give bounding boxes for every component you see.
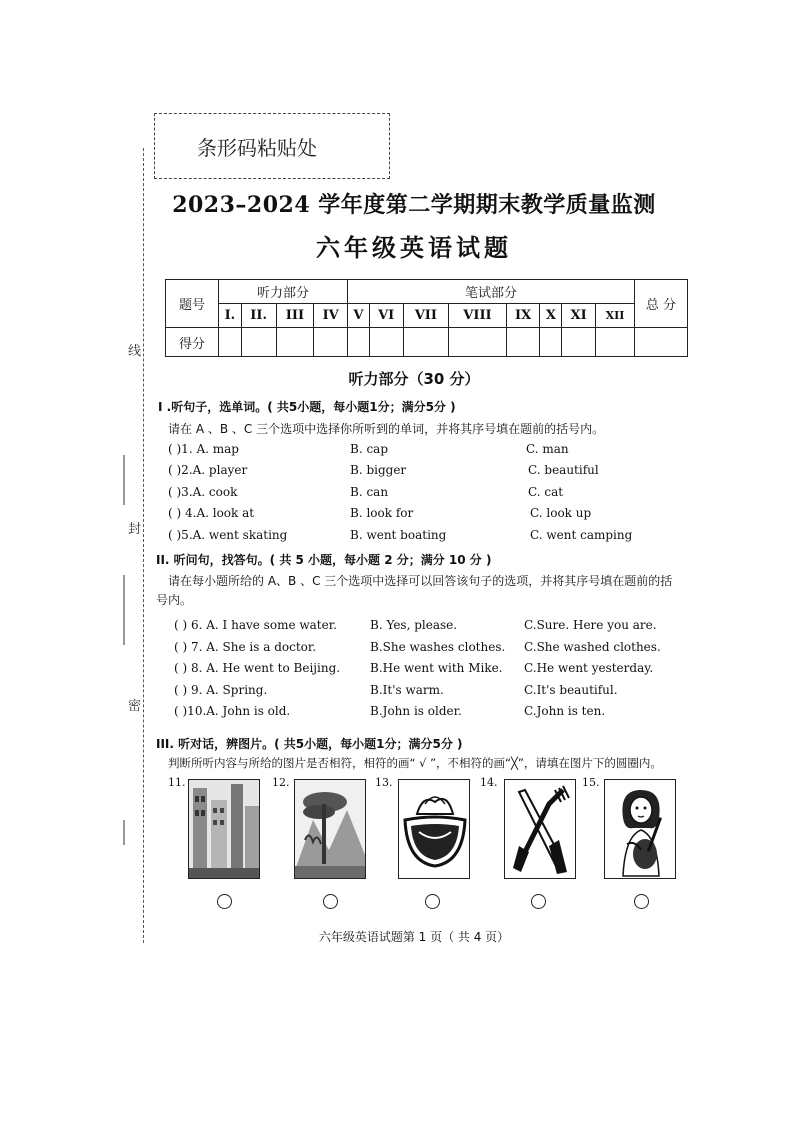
score-cell[interactable]: [403, 328, 449, 357]
question-option-c: C.John is ten.: [524, 704, 606, 718]
row-label-question-number: 题号: [166, 280, 219, 328]
question-option-a: ( ) 8. A. He went to Beijing.: [174, 661, 341, 675]
score-cell[interactable]: [314, 328, 348, 357]
picture-14: [504, 779, 576, 879]
question-option-b: B. Yes, please.: [370, 618, 458, 632]
total-score-header: 总 分: [635, 280, 688, 328]
question-option-a: ( ) 4.A. look at: [168, 506, 255, 520]
barcode-area: [154, 113, 390, 179]
picture-13: [398, 779, 470, 879]
page-footer: 六年级英语试题第 1 页（ 共 4 页）: [318, 930, 510, 944]
picture-15: [604, 779, 676, 879]
col-header: I.: [219, 304, 242, 328]
picture-number: 14.: [480, 776, 498, 789]
exam-title: 2023–2024 学年度第二学期期末教学质量监测: [172, 192, 656, 218]
question-row: [168, 442, 768, 460]
part1-heading: I .听句子，选单词。( 共5小题，每小题1分；满分5分 ): [158, 400, 456, 414]
question-row: [174, 640, 774, 658]
question-option-a: ( ) 7. A. She is a doctor.: [174, 640, 317, 654]
question-option-b: B. look for: [350, 506, 414, 520]
question-option-b: B. can: [350, 485, 389, 499]
question-option-a: ( ) 6. A. I have some water.: [174, 618, 337, 632]
question-row: [174, 704, 774, 722]
score-cell[interactable]: [219, 328, 242, 357]
picture-number: 15.: [582, 776, 600, 789]
binding-char-secret: 密: [128, 699, 142, 714]
question-option-b: B.He went with Mike.: [370, 661, 503, 675]
question-option-b: B.It's warm.: [370, 683, 444, 697]
question-option-c: C.He went yesterday.: [524, 661, 654, 675]
margin-mark: [123, 455, 125, 505]
question-option-a: ( ) 9. A. Spring.: [174, 683, 268, 697]
picture-number: 12.: [272, 776, 290, 789]
col-header: X: [540, 304, 562, 328]
answer-circle-12[interactable]: [323, 894, 338, 909]
score-cell[interactable]: [348, 328, 370, 357]
score-cell[interactable]: [369, 328, 403, 357]
col-header: IX: [506, 304, 540, 328]
question-option-a: ( )10.A. John is old.: [174, 704, 291, 718]
col-header: VII: [403, 304, 449, 328]
answer-circle-11[interactable]: [217, 894, 232, 909]
col-header: V: [348, 304, 370, 328]
question-option-c: C.It's beautiful.: [524, 683, 618, 697]
picture-11: [188, 779, 260, 879]
picture-number: 11.: [168, 776, 186, 789]
question-row: [168, 528, 768, 546]
col-header: VI: [369, 304, 403, 328]
binding-line: [143, 148, 144, 943]
question-row: [168, 485, 768, 503]
knife-fork-icon: [505, 780, 576, 879]
col-header: VIII: [449, 304, 507, 328]
margin-mark: [123, 575, 125, 645]
col-header: II.: [241, 304, 276, 328]
question-option-b: B.She washes clothes.: [370, 640, 506, 654]
girl-playing-pipa-icon: [605, 780, 676, 879]
question-option-a: ( )2.A. player: [168, 463, 248, 477]
score-cell[interactable]: [562, 328, 596, 357]
city-street-icon: [189, 780, 260, 879]
mountain-tree-icon: [295, 780, 366, 879]
question-option-a: ( )1. A. map: [168, 442, 239, 456]
question-option-a: ( )3.A. cook: [168, 485, 238, 499]
part2-instruction-line2: 号内。: [156, 593, 193, 607]
score-cell[interactable]: [241, 328, 276, 357]
col-header: III: [276, 304, 314, 328]
question-option-a: ( )5.A. went skating: [168, 528, 288, 542]
col-header: XI: [562, 304, 596, 328]
question-option-b: B.John is older.: [370, 704, 462, 718]
score-cell[interactable]: [276, 328, 314, 357]
exam-subtitle: 六年级英语试题: [316, 233, 512, 262]
question-row: [174, 683, 774, 701]
score-cell[interactable]: [540, 328, 562, 357]
margin-mark: [123, 820, 125, 845]
question-row: [174, 661, 774, 679]
question-option-c: C. look up: [530, 506, 592, 520]
answer-circle-15[interactable]: [634, 894, 649, 909]
part3-instruction: 判断所听内容与所给的图片是否相符，相符的画“ √ ”，不相符的画“╳”，请填在图片下的圆圈内。: [168, 756, 662, 770]
part1-instruction: 请在 A 、B 、C 三个选项中选择你所听到的单词，并将其序号填在题前的括号内。: [168, 422, 605, 436]
question-row: [174, 618, 774, 636]
question-option-b: B. cap: [350, 442, 389, 456]
question-option-c: C. beautiful: [528, 463, 599, 477]
col-header: XII: [595, 304, 634, 328]
question-row: [168, 506, 768, 524]
question-option-c: C. cat: [528, 485, 564, 499]
part2-instruction-line1: 请在每小题所给的 A、B 、C 三个选项中选择可以回答该句子的选项，并将其序号填在题前的括: [168, 574, 673, 588]
score-cell[interactable]: [595, 328, 634, 357]
question-option-c: C. went camping: [530, 528, 633, 542]
question-row: [168, 463, 768, 481]
ice-cream-bowl-icon: [399, 780, 470, 879]
question-option-c: C.She washed clothes.: [524, 640, 661, 654]
picture-number: 13.: [375, 776, 393, 789]
question-option-b: B. went boating: [350, 528, 447, 542]
score-cell[interactable]: [449, 328, 507, 357]
question-option-c: C. man: [526, 442, 569, 456]
binding-char-line: 线: [128, 344, 142, 359]
part2-heading: II. 听问句，找答句。( 共 5 小题，每小题 2 分；满分 10 分 ): [156, 553, 492, 567]
question-option-c: C.Sure. Here you are.: [524, 618, 657, 632]
answer-circle-14[interactable]: [531, 894, 546, 909]
answer-circle-13[interactable]: [425, 894, 440, 909]
listening-group-header: 听力部分: [219, 280, 348, 304]
col-header: IV: [314, 304, 348, 328]
score-cell[interactable]: [506, 328, 540, 357]
picture-12: [294, 779, 366, 879]
score-cell-total[interactable]: [635, 328, 688, 357]
question-option-b: B. bigger: [350, 463, 407, 477]
row-label-score: 得分: [166, 328, 219, 357]
writing-group-header: 笔试部分: [348, 280, 635, 304]
barcode-label: 条形码粘贴处: [197, 135, 317, 160]
score-table: [165, 279, 688, 357]
listening-section-title: 听力部分（30 分）: [348, 370, 480, 388]
binding-char-seal: 封: [128, 522, 142, 537]
part3-heading: III. 听对话，辨图片。( 共5小题，每小题1分；满分5分 ): [156, 737, 463, 751]
